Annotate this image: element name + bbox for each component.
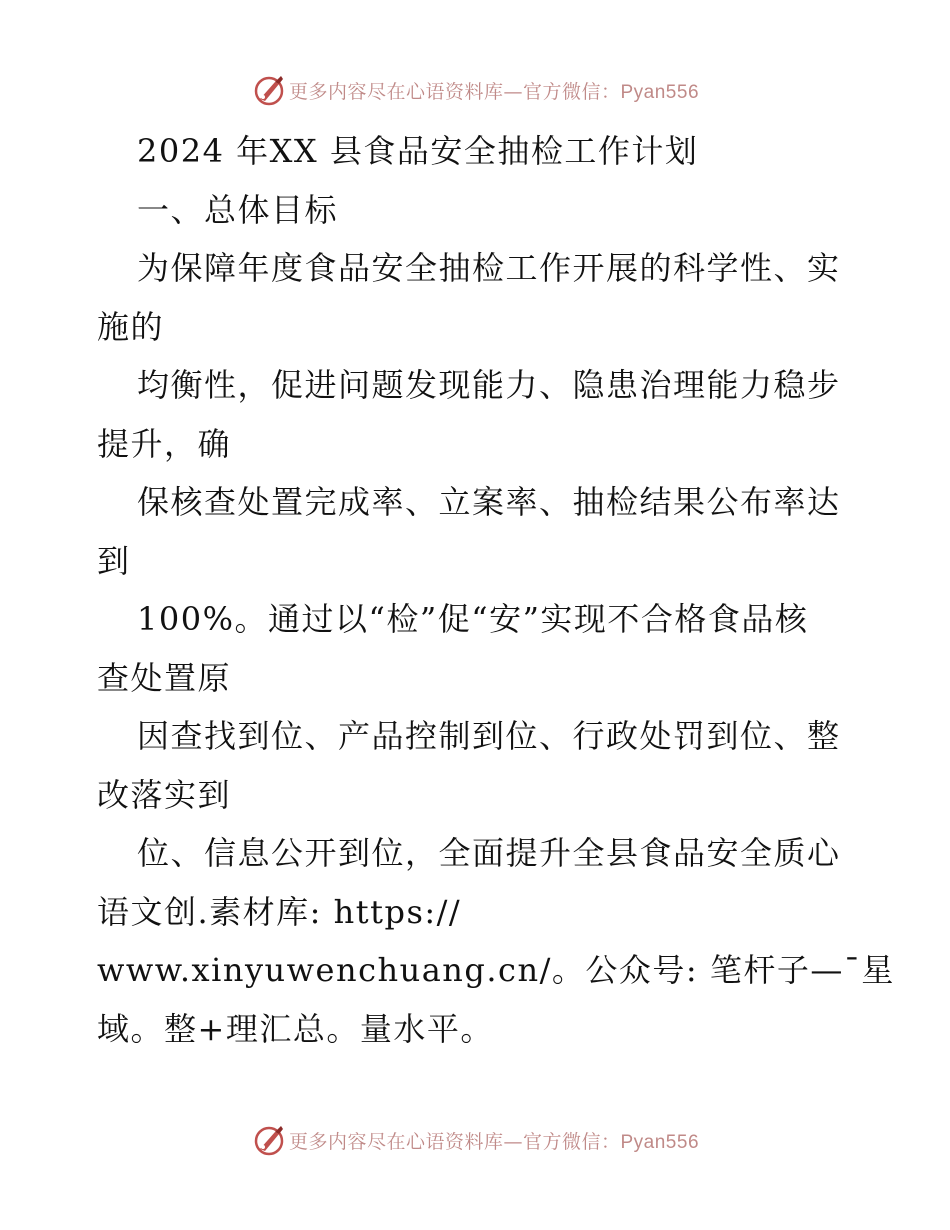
watermark-text xyxy=(289,77,699,104)
watermark-wechat-id: Pyan556 xyxy=(620,81,700,103)
pen-logo-icon xyxy=(251,72,287,108)
document-title: 2024 年XX 县食品安全抽检工作计划 xyxy=(137,132,699,170)
watermark-header xyxy=(0,70,950,110)
watermark-label: 更多内容尽在心语资料库—官方微信： xyxy=(288,80,621,103)
text-line: 100%。通过以“检”促“安”实现不合格食品核 xyxy=(137,600,809,638)
pen-logo-icon xyxy=(251,1122,287,1158)
text-line: 提升，确 xyxy=(97,424,232,463)
text-line: 位、信息公开到位，全面提升全县食品安全质心 xyxy=(137,834,841,872)
document-body xyxy=(97,122,895,1058)
watermark-label: 更多内容尽在心语资料库—官方微信： xyxy=(288,1130,621,1153)
watermark-text xyxy=(289,1127,699,1154)
text-line: 为保障年度食品安全抽检工作开展的科学性、实 xyxy=(137,249,841,287)
text-line: 到 xyxy=(97,541,131,580)
text-line: 施的 xyxy=(97,307,165,346)
watermark-wechat-id: Pyan556 xyxy=(620,1131,700,1153)
text-line: 保核查处置完成率、立案率、抽检结果公布率达 xyxy=(137,483,841,521)
watermark-footer xyxy=(0,1120,950,1160)
text-line: 因查找到位、产品控制到位、行政处罚到位、整 xyxy=(137,717,841,755)
text-line: 查处置原 xyxy=(97,658,232,697)
text-line: 一、总体目标 xyxy=(137,190,339,229)
text-line: www.xinyuwenchuang.cn/。公众号: 笔杆子—¯星 xyxy=(97,951,895,989)
text-line: 均衡性，促进问题发现能力、隐患治理能力稳步 xyxy=(137,366,841,404)
text-line: 改落实到 xyxy=(97,775,232,814)
text-line: 语文创.素材库: https:// xyxy=(97,892,462,931)
text-line: 域。整+理汇总。量水平。 xyxy=(97,1009,494,1048)
